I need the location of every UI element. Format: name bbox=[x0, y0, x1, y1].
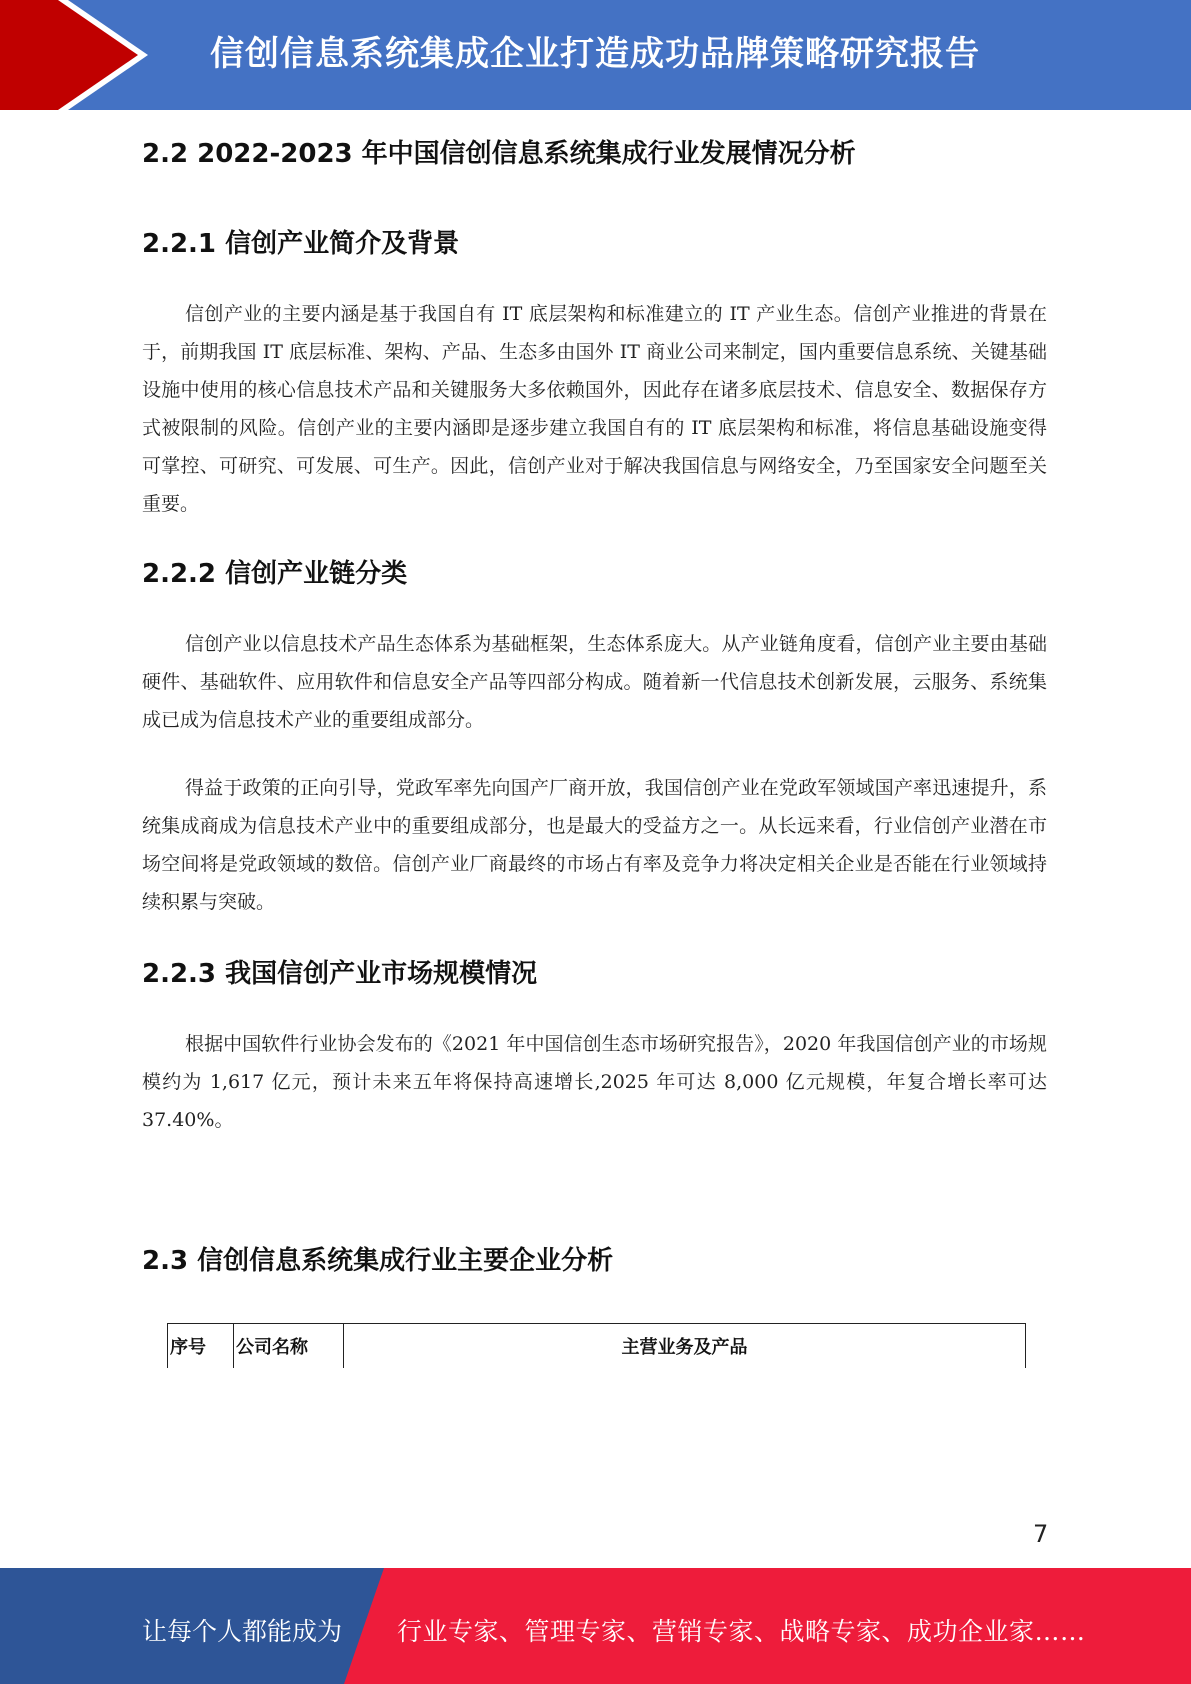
company-table bbox=[167, 1323, 1026, 1368]
header-banner bbox=[0, 0, 1191, 110]
footer-slogan-right: 行业专家、管理专家、营销专家、战略专家、成功企业家…… bbox=[397, 1617, 1086, 1646]
section-2-2-2-paragraph-1: 信创产业以信息技术产品生态体系为基础框架，生态体系庞大。从产业链角度看，信创产业主要由基础硬件、基础软件、应用软件和信息安全产品等四部分构成。随着新一代信息技术创新发展，云服务、系统集成已成为信息技术产业的重要组成部分。 bbox=[142, 633, 1047, 731]
section-2-2-heading: 2.2 2022-2023 年中国信创信息系统集成行业发展情况分析 bbox=[142, 139, 856, 169]
section-2-2-3-heading: 2.2.3 我国信创产业市场规模情况 bbox=[142, 959, 538, 989]
report-title: 信创信息系统集成企业打造成功品牌策略研究报告 bbox=[210, 34, 980, 74]
header-cell-company: 公司名称 bbox=[234, 1324, 344, 1369]
page-number: 7 bbox=[1033, 1520, 1049, 1548]
section-2-3-heading: 2.3 信创信息系统集成行业主要企业分析 bbox=[142, 1246, 614, 1276]
table-header-row bbox=[168, 1324, 1026, 1369]
section-2-2-1-heading: 2.2.1 信创产业简介及背景 bbox=[142, 229, 460, 259]
footer-slogan-left: 让每个人都能成为 bbox=[142, 1617, 343, 1646]
section-2-2-3-paragraph: 根据中国软件行业协会发布的《2021 年中国信创生态市场研究报告》，2020 年我国信创产业的市场规模约为 1,617 亿元，预计未来五年将保持高速增长,2025 年可达 8,000 亿元规模，年复合增长率可达 37.40%。 bbox=[142, 1033, 1047, 1131]
header-cell-business: 主营业务及产品 bbox=[344, 1324, 1026, 1369]
section-2-2-2-heading: 2.2.2 信创产业链分类 bbox=[142, 559, 408, 589]
header-cell-index: 序号 bbox=[168, 1324, 234, 1369]
section-2-2-2-paragraph-2: 得益于政策的正向引导，党政军率先向国产厂商开放，我国信创产业在党政军领域国产率迅速提升，系统集成商成为信息技术产业中的重要组成部分，也是最大的受益方之一。从长远来看，行业信创产业潜在市场空间将是党政领域的数倍。信创产业厂商最终的市场占有率及竞争力将决定相关企业是否能在行业领域持续积累与突破。 bbox=[142, 777, 1047, 913]
footer-banner bbox=[0, 1568, 1191, 1684]
section-2-2-1-paragraph: 信创产业的主要内涵是基于我国自有 IT 底层架构和标准建立的 IT 产业生态。信创产业推进的背景在于，前期我国 IT 底层标准、架构、产品、生态多由国外 IT 商业公司来制定，国内重要信息系统、关键基础设施中使用的核心信息技术产品和关键服务大多依赖国外，因此存在诸多底层技术、信息安全、数据保存方式被限制的风险。信创产业的主要内涵即是逐步建立我国自有的 IT 底层架构和标准，将信息基础设施变得可掌控、可研究、可发展、可生产。因此，信创产业对于解决我国信息与网络安全，乃至国家安全问题至关重要。 bbox=[142, 303, 1047, 515]
